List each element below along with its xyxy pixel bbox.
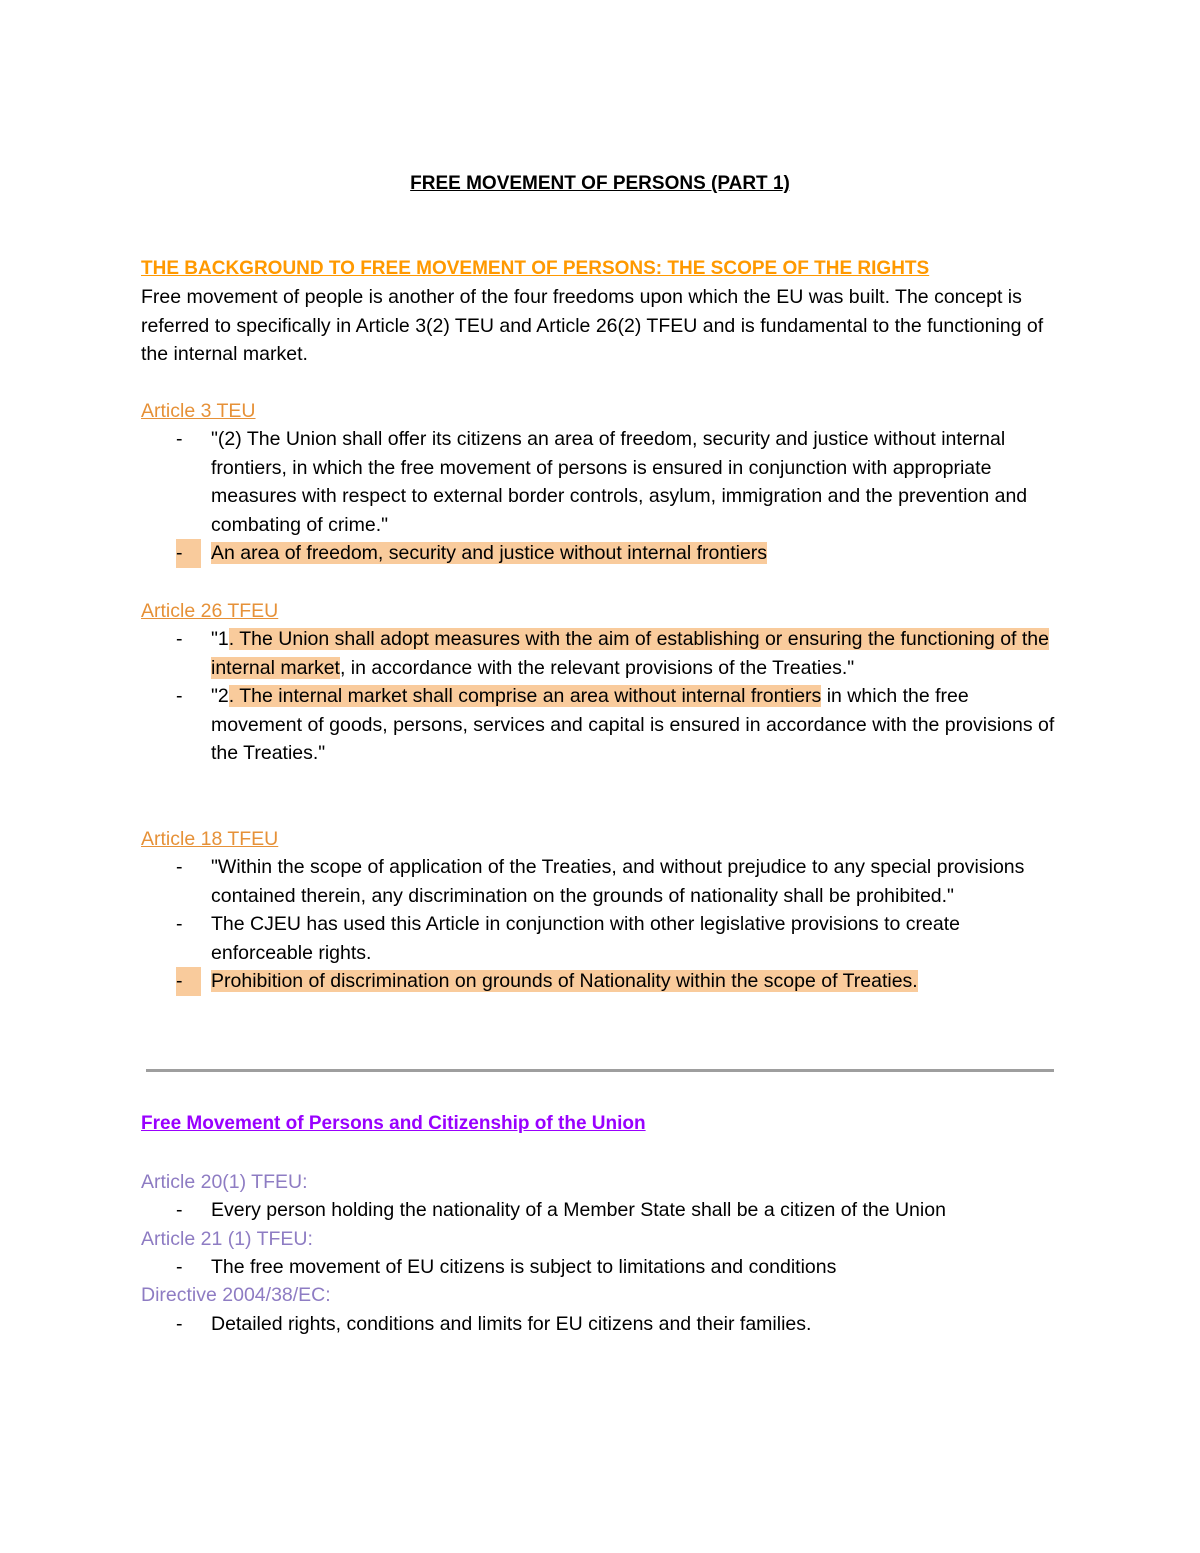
- article-18-tfeu-label: Article 18 TFEU: [141, 828, 279, 850]
- list-item: [0, 539, 1061, 568]
- bullet-dash: -: [176, 967, 201, 996]
- article-18-quote: "Within the scope of application of the Treaties, and without prejudice to any special provisions contained therein, any discrimination on the grounds of nationality shall be prohibited.": [211, 856, 1025, 907]
- article-18-summary-highlight: Prohibition of discrimination on grounds of Nationality within the scope of Treaties.: [211, 970, 918, 992]
- horizontal-divider: [146, 1069, 1054, 1072]
- document-title: FREE MOVEMENT OF PERSONS (PART 1): [410, 173, 790, 194]
- article-20-label: Article 20(1) TFEU:: [141, 1171, 308, 1193]
- article-26-item2-rest: in which the free movement of goods, persons, services and capital is ensured in accordance with the provisions of the Treaties.": [211, 685, 1055, 764]
- bullet-dash: -: [176, 913, 183, 935]
- article-26-item2-highlight: . The internal market shall comprise an area without internal frontiers: [228, 685, 822, 707]
- directive-list: [0, 1310, 1200, 1339]
- list-item: [0, 853, 1061, 910]
- intro-paragraph: Free movement of people is another of the four freedoms upon which the EU was built. The concept is referred to specifically in Article 3(2) TEU and Article 26(2) TFEU and is fundamental to the functioning of the internal market.: [141, 286, 1044, 365]
- list-item: [0, 682, 1061, 768]
- bullet-dash: -: [176, 856, 183, 878]
- article-26-item1-highlight: . The Union shall adopt measures with the aim of establishing or ensuring the functioning of the internal market: [211, 628, 1049, 679]
- article-20-list: [0, 1196, 1200, 1225]
- bullet-dash: -: [176, 1199, 183, 1221]
- list-item: [0, 425, 1061, 539]
- list-item: [0, 625, 1061, 682]
- directive-text: Detailed rights, conditions and limits for EU citizens and their families.: [211, 1313, 812, 1335]
- article-3-quote: "(2) The Union shall offer its citizens an area of freedom, security and justice without internal frontiers, in which the free movement of persons is ensured in conjunction with appropriate measures with respect to external border controls, asylum, immigration and the prevention and combating of crime.": [211, 428, 1028, 536]
- bullet-dash: -: [176, 628, 183, 650]
- article-26-tfeu-label: Article 26 TFEU: [141, 600, 279, 622]
- article-26-item1-open: "1: [211, 628, 229, 650]
- bullet-dash: -: [176, 539, 201, 568]
- bullet-dash: -: [176, 1313, 183, 1335]
- article-20-text: Every person holding the nationality of a Member State shall be a citizen of the Union: [211, 1199, 946, 1221]
- list-item: [0, 1253, 1061, 1282]
- article-26-item1-rest: , in accordance with the relevant provisions of the Treaties.": [339, 656, 855, 679]
- article-21-text: The free movement of EU citizens is subject to limitations and conditions: [211, 1256, 837, 1278]
- list-item: [0, 910, 1061, 967]
- bullet-dash: -: [176, 428, 183, 450]
- list-item: [0, 1196, 1061, 1225]
- article-3-list: [0, 425, 1200, 568]
- article-21-list: [0, 1253, 1200, 1282]
- article-18-note: The CJEU has used this Article in conjunction with other legislative provisions to create enforceable rights.: [211, 913, 960, 964]
- list-item: [0, 1310, 1061, 1339]
- section-heading-citizenship: Free Movement of Persons and Citizenship of the Union: [141, 1113, 646, 1134]
- article-21-label: Article 21 (1) TFEU:: [141, 1228, 313, 1250]
- article-3-summary-highlight: An area of freedom, security and justice without internal frontiers: [211, 542, 768, 564]
- bullet-dash: -: [176, 1256, 183, 1278]
- directive-label: Directive 2004/38/EC:: [141, 1284, 331, 1306]
- article-26-item2-open: "2: [211, 685, 229, 707]
- article-18-list: [0, 853, 1200, 996]
- section-heading-background: THE BACKGROUND TO FREE MOVEMENT OF PERSONS: THE SCOPE OF THE RIGHTS: [141, 258, 930, 279]
- article-3-teu-label: Article 3 TEU: [141, 400, 256, 422]
- list-item: [0, 967, 1061, 996]
- article-26-list: [0, 625, 1200, 768]
- bullet-dash: -: [176, 685, 183, 707]
